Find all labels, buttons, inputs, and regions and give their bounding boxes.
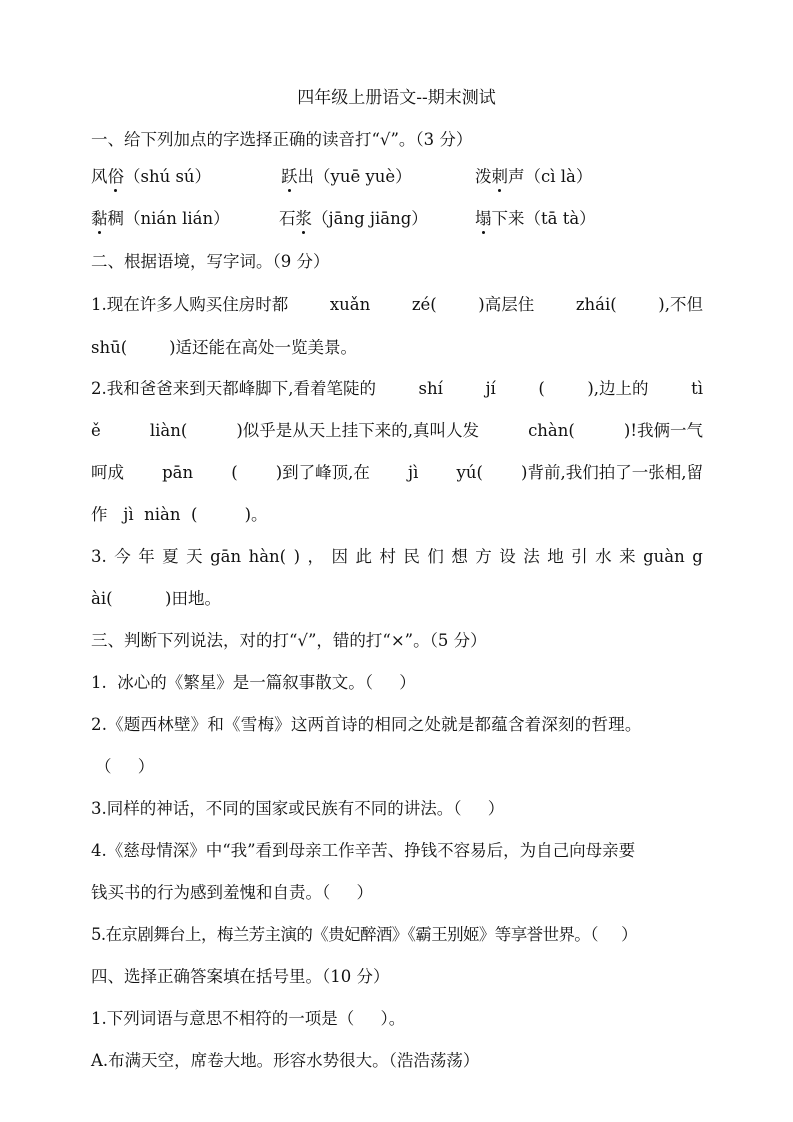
q2-2-line-1: 2.我和爸爸来到天都峰脚下,看着笔陡的 shí jí ( ),边上的 tì bbox=[91, 379, 703, 398]
section-1-heading: 一、给下列加点的字选择正确的读音打“√”。（3 分） bbox=[91, 130, 473, 149]
q2-1-line-2: shū( )适还能在高处一览美景。 bbox=[91, 338, 358, 357]
q4-1: 1.下列词语与意思不相符的一项是（ ）。 bbox=[91, 1009, 406, 1028]
pinyin-item: 石浆（jāng jiāng） bbox=[279, 209, 428, 228]
pinyin-item: 跃出（yuē yuè） bbox=[281, 167, 412, 186]
page-title: 四年级上册语文--期末测试 bbox=[297, 88, 496, 108]
q3-2-line-2: （ ） bbox=[95, 757, 155, 776]
pinyin-item: 塌下来（tā tà） bbox=[475, 209, 596, 228]
q3-4-line-1: 4.《慈母情深》中“我”看到母亲工作辛苦、挣钱不容易后，为自己向母亲要 bbox=[91, 841, 636, 860]
pinyin-item: 风俗（shú sú） bbox=[91, 167, 212, 186]
section-2-heading: 二、根据语境，写字词。（9 分） bbox=[91, 252, 330, 271]
q4-1-option-a: A.布满天空，席卷大地。形容水势很大。（浩浩荡荡） bbox=[91, 1051, 480, 1070]
q2-3-line-1: 3. 今 年 夏 天 gān hàn( ) ， 因 此 村 民 们 想 方 设 法 地 引 水 来 guàn g bbox=[91, 547, 703, 566]
q2-3-line-2: ài( )田地。 bbox=[91, 589, 221, 608]
q2-2-line-2: ě liàn( )似乎是从天上挂下来的,真叫人发 chàn( )!我俩一气 bbox=[91, 421, 703, 440]
q3-2-line-1: 2.《题西林壁》和《雪梅》这两首诗的相同之处就是都蕴含着深刻的哲理。 bbox=[91, 715, 642, 734]
q3-4-line-2: 钱买书的行为感到羞愧和自责。（ ） bbox=[91, 883, 373, 902]
q2-1-line-1: 1.现在许多人购买住房时都 xuǎn zé( )高层住 zhái( ),不但 bbox=[91, 295, 703, 314]
pinyin-item: 泼刺声（cì là） bbox=[475, 167, 593, 186]
q2-2-line-4: 作 jì niàn ( )。 bbox=[91, 505, 268, 524]
pinyin-item: 黏稠（nián lián） bbox=[91, 209, 230, 228]
q3-5: 5.在京剧舞台上，梅兰芳主演的《贵妃醉酒》《霸王别姬》等享誉世界。（ ） bbox=[91, 925, 637, 944]
section-4-heading: 四、选择正确答案填在括号里。（10 分） bbox=[91, 967, 390, 986]
q2-2-line-3: 呵成 pān ( )到了峰顶,在 jì yú( )背前,我们拍了一张相,留 bbox=[91, 463, 703, 482]
q3-3: 3.同样的神话，不同的国家或民族有不同的讲法。（ ） bbox=[91, 799, 505, 818]
q3-1: 1. 冰心的《繁星》是一篇叙事散文。（ ） bbox=[91, 673, 416, 692]
section-3-heading: 三、判断下列说法，对的打“√”，错的打“×”。（5 分） bbox=[91, 631, 487, 650]
